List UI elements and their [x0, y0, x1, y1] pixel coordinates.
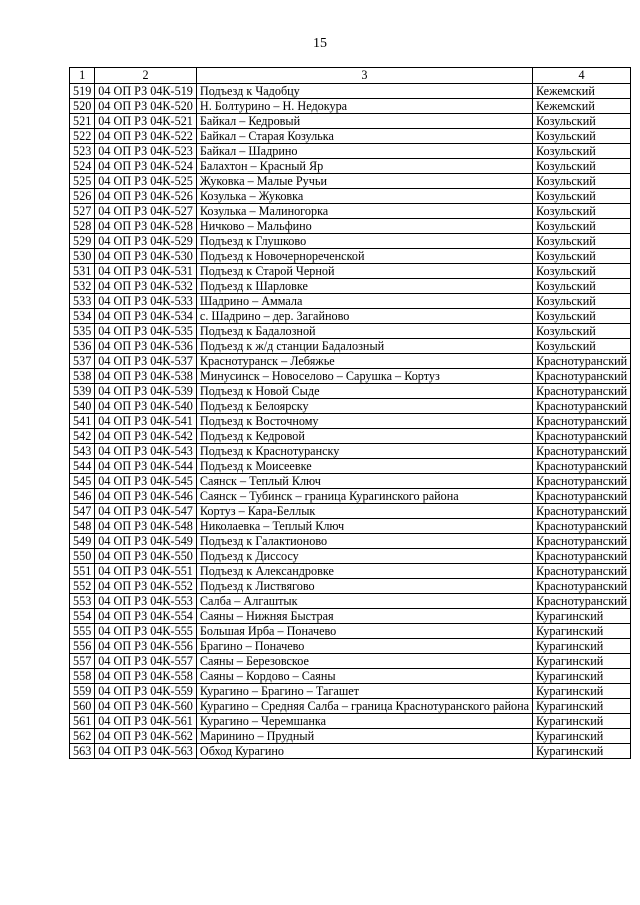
row-number-cell: 529 [70, 234, 95, 249]
district-cell: Краснотуранский [533, 369, 631, 384]
road-name-cell: с. Шадрино – дер. Загайново [196, 309, 532, 324]
table-row [70, 444, 631, 459]
district-cell: Курагинский [533, 714, 631, 729]
road-name-cell: Подъезд к Диссосу [196, 549, 532, 564]
table-row [70, 159, 631, 174]
row-number-cell: 531 [70, 264, 95, 279]
table-row [70, 399, 631, 414]
road-name-cell: Козулька – Жуковка [196, 189, 532, 204]
road-code-cell: 04 ОП РЗ 04К-520 [95, 99, 197, 114]
district-cell: Краснотуранский [533, 399, 631, 414]
road-name-cell: Подъезд к Кедровой [196, 429, 532, 444]
table-row [70, 324, 631, 339]
district-cell: Краснотуранский [533, 519, 631, 534]
row-number-cell: 527 [70, 204, 95, 219]
row-number-cell: 532 [70, 279, 95, 294]
table-header-row [70, 68, 631, 84]
road-name-cell: Подъезд к Новой Сыде [196, 384, 532, 399]
road-code-cell: 04 ОП РЗ 04К-531 [95, 264, 197, 279]
row-number-cell: 537 [70, 354, 95, 369]
table-row [70, 249, 631, 264]
district-cell: Козульский [533, 294, 631, 309]
table-row [70, 384, 631, 399]
road-name-cell: Подъезд к Восточному [196, 414, 532, 429]
road-name-cell: Подъезд к Галактионово [196, 534, 532, 549]
row-number-cell: 522 [70, 129, 95, 144]
district-cell: Козульский [533, 159, 631, 174]
district-cell: Курагинский [533, 624, 631, 639]
table-row [70, 279, 631, 294]
row-number-cell: 556 [70, 639, 95, 654]
table-row [70, 579, 631, 594]
road-name-cell: Саяны – Кордово – Саяны [196, 669, 532, 684]
table-row [70, 84, 631, 99]
road-code-cell: 04 ОП РЗ 04К-533 [95, 294, 197, 309]
district-cell: Козульский [533, 264, 631, 279]
row-number-cell: 558 [70, 669, 95, 684]
road-name-cell: Подъезд к Чадобцу [196, 84, 532, 99]
road-code-cell: 04 ОП РЗ 04К-537 [95, 354, 197, 369]
road-code-cell: 04 ОП РЗ 04К-519 [95, 84, 197, 99]
district-cell: Козульский [533, 189, 631, 204]
row-number-cell: 521 [70, 114, 95, 129]
row-number-cell: 546 [70, 489, 95, 504]
road-code-cell: 04 ОП РЗ 04К-536 [95, 339, 197, 354]
road-code-cell: 04 ОП РЗ 04К-526 [95, 189, 197, 204]
road-code-cell: 04 ОП РЗ 04К-524 [95, 159, 197, 174]
row-number-cell: 547 [70, 504, 95, 519]
road-name-cell: Подъезд к ж/д станции Бадалозный [196, 339, 532, 354]
road-name-cell: Балахтон – Красный Яр [196, 159, 532, 174]
road-name-cell: Курагино – Черемшанка [196, 714, 532, 729]
road-code-cell: 04 ОП РЗ 04К-547 [95, 504, 197, 519]
column-header-number: 1 [70, 68, 95, 84]
road-code-cell: 04 ОП РЗ 04К-548 [95, 519, 197, 534]
road-code-cell: 04 ОП РЗ 04К-556 [95, 639, 197, 654]
row-number-cell: 560 [70, 699, 95, 714]
table-row [70, 204, 631, 219]
district-cell: Козульский [533, 279, 631, 294]
district-cell: Краснотуранский [533, 354, 631, 369]
row-number-cell: 561 [70, 714, 95, 729]
row-number-cell: 543 [70, 444, 95, 459]
table-row [70, 654, 631, 669]
table-row [70, 489, 631, 504]
road-name-cell: Саянск – Теплый Ключ [196, 474, 532, 489]
row-number-cell: 554 [70, 609, 95, 624]
road-name-cell: Подъезд к Александровке [196, 564, 532, 579]
road-code-cell: 04 ОП РЗ 04К-521 [95, 114, 197, 129]
road-code-cell: 04 ОП РЗ 04К-560 [95, 699, 197, 714]
district-cell: Козульский [533, 129, 631, 144]
table-row [70, 684, 631, 699]
district-cell: Козульский [533, 339, 631, 354]
district-cell: Кежемский [533, 99, 631, 114]
row-number-cell: 524 [70, 159, 95, 174]
district-cell: Курагинский [533, 609, 631, 624]
road-code-cell: 04 ОП РЗ 04К-562 [95, 729, 197, 744]
road-name-cell: Подъезд к Моисеевке [196, 459, 532, 474]
table-row [70, 99, 631, 114]
district-cell: Курагинский [533, 729, 631, 744]
road-code-cell: 04 ОП РЗ 04К-553 [95, 594, 197, 609]
road-code-cell: 04 ОП РЗ 04К-555 [95, 624, 197, 639]
road-code-cell: 04 ОП РЗ 04К-554 [95, 609, 197, 624]
row-number-cell: 534 [70, 309, 95, 324]
table-row [70, 369, 631, 384]
district-cell: Курагинский [533, 684, 631, 699]
district-cell: Краснотуранский [533, 414, 631, 429]
district-cell: Краснотуранский [533, 474, 631, 489]
road-code-cell: 04 ОП РЗ 04К-542 [95, 429, 197, 444]
road-code-cell: 04 ОП РЗ 04К-523 [95, 144, 197, 159]
road-code-cell: 04 ОП РЗ 04К-544 [95, 459, 197, 474]
district-cell: Кежемский [533, 84, 631, 99]
road-code-cell: 04 ОП РЗ 04К-552 [95, 579, 197, 594]
row-number-cell: 555 [70, 624, 95, 639]
row-number-cell: 525 [70, 174, 95, 189]
district-cell: Курагинский [533, 699, 631, 714]
road-name-cell: Подъезд к Старой Черной [196, 264, 532, 279]
table-row [70, 714, 631, 729]
road-code-cell: 04 ОП РЗ 04К-530 [95, 249, 197, 264]
road-name-cell: Подъезд к Шарловке [196, 279, 532, 294]
road-code-cell: 04 ОП РЗ 04К-551 [95, 564, 197, 579]
table-row [70, 474, 631, 489]
road-code-cell: 04 ОП РЗ 04К-538 [95, 369, 197, 384]
table-row [70, 309, 631, 324]
table-row [70, 564, 631, 579]
row-number-cell: 541 [70, 414, 95, 429]
table-row [70, 669, 631, 684]
road-code-cell: 04 ОП РЗ 04К-546 [95, 489, 197, 504]
table-row [70, 429, 631, 444]
row-number-cell: 526 [70, 189, 95, 204]
row-number-cell: 533 [70, 294, 95, 309]
road-name-cell: Минусинск – Новоселово – Сарушка – Кортуз [196, 369, 532, 384]
road-name-cell: Козулька – Малиногорка [196, 204, 532, 219]
table-row [70, 294, 631, 309]
road-name-cell: Жуковка – Малые Ручьи [196, 174, 532, 189]
row-number-cell: 552 [70, 579, 95, 594]
district-cell: Краснотуранский [533, 384, 631, 399]
road-name-cell: Курагино – Средняя Салба – граница Краснотуранского района [196, 699, 532, 714]
road-name-cell: Саяны – Нижняя Быстрая [196, 609, 532, 624]
row-number-cell: 551 [70, 564, 95, 579]
district-cell: Козульский [533, 249, 631, 264]
road-name-cell: Николаевка – Теплый Ключ [196, 519, 532, 534]
road-code-cell: 04 ОП РЗ 04К-559 [95, 684, 197, 699]
row-number-cell: 519 [70, 84, 95, 99]
row-number-cell: 528 [70, 219, 95, 234]
row-number-cell: 548 [70, 519, 95, 534]
table-row [70, 114, 631, 129]
road-name-cell: Подъезд к Глушково [196, 234, 532, 249]
column-header-district: 4 [533, 68, 631, 84]
district-cell: Козульский [533, 204, 631, 219]
road-name-cell: Шадрино – Аммала [196, 294, 532, 309]
roads-table [69, 67, 631, 759]
table-row [70, 264, 631, 279]
road-code-cell: 04 ОП РЗ 04К-543 [95, 444, 197, 459]
district-cell: Краснотуранский [533, 534, 631, 549]
table-row [70, 504, 631, 519]
table-row [70, 744, 631, 759]
table-row [70, 174, 631, 189]
road-code-cell: 04 ОП РЗ 04К-561 [95, 714, 197, 729]
road-code-cell: 04 ОП РЗ 04К-535 [95, 324, 197, 339]
row-number-cell: 538 [70, 369, 95, 384]
road-code-cell: 04 ОП РЗ 04К-529 [95, 234, 197, 249]
row-number-cell: 557 [70, 654, 95, 669]
road-name-cell: Подъезд к Бадалозной [196, 324, 532, 339]
road-name-cell: Краснотуранск – Лебяжье [196, 354, 532, 369]
district-cell: Краснотуранский [533, 459, 631, 474]
district-cell: Краснотуранский [533, 549, 631, 564]
road-name-cell: Кортуз – Кара-Беллык [196, 504, 532, 519]
road-code-cell: 04 ОП РЗ 04К-527 [95, 204, 197, 219]
district-cell: Краснотуранский [533, 429, 631, 444]
road-code-cell: 04 ОП РЗ 04К-549 [95, 534, 197, 549]
row-number-cell: 539 [70, 384, 95, 399]
table-row [70, 729, 631, 744]
district-cell: Козульский [533, 219, 631, 234]
table-row [70, 699, 631, 714]
table-row [70, 189, 631, 204]
row-number-cell: 540 [70, 399, 95, 414]
district-cell: Козульский [533, 324, 631, 339]
road-name-cell: Подъезд к Краснотуранску [196, 444, 532, 459]
road-name-cell: Брагино – Поначево [196, 639, 532, 654]
row-number-cell: 544 [70, 459, 95, 474]
road-code-cell: 04 ОП РЗ 04К-563 [95, 744, 197, 759]
road-code-cell: 04 ОП РЗ 04К-525 [95, 174, 197, 189]
road-code-cell: 04 ОП РЗ 04К-557 [95, 654, 197, 669]
road-code-cell: 04 ОП РЗ 04К-534 [95, 309, 197, 324]
road-name-cell: Байкал – Старая Козулька [196, 129, 532, 144]
table-row [70, 354, 631, 369]
row-number-cell: 542 [70, 429, 95, 444]
road-code-cell: 04 ОП РЗ 04К-539 [95, 384, 197, 399]
table-row [70, 549, 631, 564]
district-cell: Краснотуранский [533, 594, 631, 609]
district-cell: Краснотуранский [533, 564, 631, 579]
road-code-cell: 04 ОП РЗ 04К-541 [95, 414, 197, 429]
district-cell: Краснотуранский [533, 504, 631, 519]
road-code-cell: 04 ОП РЗ 04К-545 [95, 474, 197, 489]
road-name-cell: Саянск – Тубинск – граница Курагинского района [196, 489, 532, 504]
table-row [70, 624, 631, 639]
district-cell: Курагинский [533, 744, 631, 759]
row-number-cell: 553 [70, 594, 95, 609]
road-name-cell: Подъезд к Белоярску [196, 399, 532, 414]
row-number-cell: 563 [70, 744, 95, 759]
table-row [70, 129, 631, 144]
road-code-cell: 04 ОП РЗ 04К-532 [95, 279, 197, 294]
road-name-cell: Салба – Алгаштык [196, 594, 532, 609]
table-row [70, 339, 631, 354]
road-name-cell: Байкал – Шадрино [196, 144, 532, 159]
road-name-cell: Курагино – Брагино – Тагашет [196, 684, 532, 699]
row-number-cell: 550 [70, 549, 95, 564]
district-cell: Курагинский [533, 669, 631, 684]
district-cell: Козульский [533, 309, 631, 324]
row-number-cell: 535 [70, 324, 95, 339]
table-row [70, 594, 631, 609]
district-cell: Козульский [533, 234, 631, 249]
road-code-cell: 04 ОП РЗ 04К-540 [95, 399, 197, 414]
road-name-cell: Ничково – Мальфино [196, 219, 532, 234]
page-number: 15 [313, 36, 327, 51]
road-code-cell: 04 ОП РЗ 04К-550 [95, 549, 197, 564]
row-number-cell: 562 [70, 729, 95, 744]
district-cell: Курагинский [533, 639, 631, 654]
road-name-cell: Большая Ирба – Поначево [196, 624, 532, 639]
row-number-cell: 559 [70, 684, 95, 699]
row-number-cell: 530 [70, 249, 95, 264]
district-cell: Краснотуранский [533, 579, 631, 594]
column-header-code: 2 [95, 68, 197, 84]
table-row [70, 234, 631, 249]
row-number-cell: 536 [70, 339, 95, 354]
road-code-cell: 04 ОП РЗ 04К-522 [95, 129, 197, 144]
table-row [70, 519, 631, 534]
row-number-cell: 523 [70, 144, 95, 159]
road-name-cell: Подъезд к Новочернореченской [196, 249, 532, 264]
road-code-cell: 04 ОП РЗ 04К-528 [95, 219, 197, 234]
table-row [70, 534, 631, 549]
column-header-name: 3 [196, 68, 532, 84]
road-name-cell: Обход Курагино [196, 744, 532, 759]
road-code-cell: 04 ОП РЗ 04К-558 [95, 669, 197, 684]
road-name-cell: Саяны – Березовское [196, 654, 532, 669]
district-cell: Курагинский [533, 654, 631, 669]
table-row [70, 609, 631, 624]
table-row [70, 144, 631, 159]
table-row [70, 414, 631, 429]
road-name-cell: Байкал – Кедровый [196, 114, 532, 129]
district-cell: Краснотуранский [533, 489, 631, 504]
row-number-cell: 549 [70, 534, 95, 549]
road-name-cell: Подъезд к Листвягово [196, 579, 532, 594]
table-row [70, 459, 631, 474]
district-cell: Козульский [533, 144, 631, 159]
road-name-cell: Маринино – Прудный [196, 729, 532, 744]
district-cell: Краснотуранский [533, 444, 631, 459]
table-row [70, 639, 631, 654]
district-cell: Козульский [533, 114, 631, 129]
table-body [70, 84, 631, 759]
row-number-cell: 520 [70, 99, 95, 114]
row-number-cell: 545 [70, 474, 95, 489]
table-row [70, 219, 631, 234]
district-cell: Козульский [533, 174, 631, 189]
road-name-cell: Н. Болтурино – Н. Недокура [196, 99, 532, 114]
